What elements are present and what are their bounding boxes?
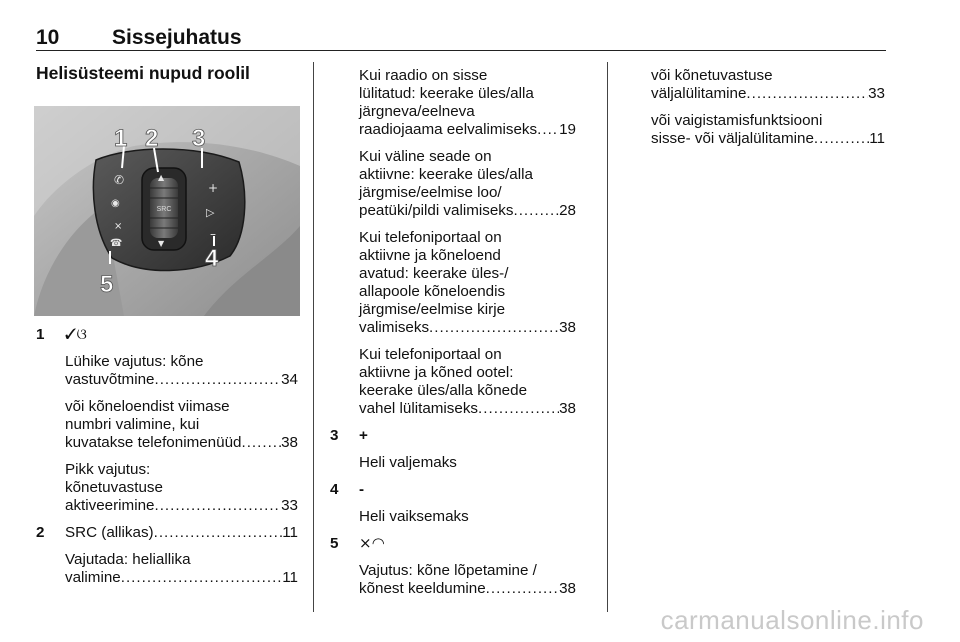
volume-down-key: - bbox=[359, 481, 365, 498]
toc-text: aktiveerimine bbox=[65, 497, 155, 514]
callout-5: 5 bbox=[100, 271, 114, 298]
text-line: aktiivne ja kõned ootel: bbox=[359, 364, 514, 381]
toc-text: valimine bbox=[65, 569, 121, 586]
page-reference: 34 bbox=[281, 371, 298, 388]
column-divider-2 bbox=[607, 62, 608, 612]
toc-text: peatüki/pildi valimiseks bbox=[359, 202, 514, 219]
chapter-title: Sissejuhatus bbox=[112, 26, 242, 49]
toc-line bbox=[359, 319, 576, 337]
toc-line bbox=[651, 85, 885, 103]
page-number: 10 bbox=[36, 26, 60, 49]
toc-text: vastuvõtmine bbox=[65, 371, 155, 388]
list-item-2 bbox=[36, 524, 298, 587]
page-reference: 28 bbox=[559, 202, 576, 219]
item-number: 4 bbox=[330, 481, 339, 498]
end-call-icon: ☎ bbox=[110, 238, 123, 249]
text-line: Kui telefoniportaal on bbox=[359, 229, 502, 246]
header-rule bbox=[36, 50, 886, 51]
toc-line bbox=[65, 524, 298, 542]
column-divider-1 bbox=[313, 62, 314, 612]
list-item-3 bbox=[330, 427, 576, 472]
toc-text: väljalülitamine bbox=[651, 85, 747, 102]
text-line: Kui väline seade on bbox=[359, 148, 492, 165]
wheel-up-arrow-icon: ▲ bbox=[158, 173, 165, 182]
volume-up-icon: + bbox=[208, 181, 219, 195]
text-line: keerake üles/alla kõnede bbox=[359, 382, 528, 399]
page-reference: 11 bbox=[869, 130, 885, 147]
voice-recognition-icon: ◉ bbox=[111, 198, 120, 209]
mute-icon: ⨯ bbox=[114, 221, 123, 232]
text-line: või kõnetuvastuse bbox=[651, 67, 773, 84]
toc-text: valimiseks bbox=[359, 319, 430, 336]
text-line: järgmise/eelmise kirje bbox=[359, 301, 506, 318]
toc-line bbox=[65, 371, 298, 389]
text-line: või vaigistamisfunktsiooni bbox=[651, 112, 823, 129]
toc-line bbox=[359, 580, 576, 598]
column-1 bbox=[36, 326, 298, 596]
list-item-4 bbox=[330, 481, 576, 526]
next-icon: ▷ bbox=[206, 206, 215, 219]
steering-wheel-illustration bbox=[34, 106, 300, 316]
list-item-5 bbox=[330, 535, 576, 598]
item-number: 5 bbox=[330, 535, 339, 552]
toc-line bbox=[65, 434, 298, 452]
toc-line bbox=[359, 121, 576, 139]
page-reference: 38 bbox=[559, 400, 576, 417]
toc-text: kõnest keeldumine bbox=[359, 580, 486, 597]
list-item-1 bbox=[36, 326, 298, 515]
page-reference: 33 bbox=[281, 497, 298, 514]
item-number: 3 bbox=[330, 427, 339, 444]
column-3 bbox=[651, 67, 885, 157]
text-line: kõnetuvastuse bbox=[65, 479, 163, 496]
toc-text: raadiojaama eelvalimiseks bbox=[359, 121, 538, 138]
wheel-down-arrow-icon: ▼ bbox=[158, 239, 165, 248]
page-reference: 38 bbox=[559, 580, 576, 597]
text-line: allapoole kõneloendis bbox=[359, 283, 506, 300]
call-voice-icon: ✓ଓ bbox=[65, 326, 87, 343]
text-line: Kui telefoniportaal on bbox=[359, 346, 502, 363]
text-line: Vajutada: heliallika bbox=[65, 551, 191, 568]
text-line: Heli valjemaks bbox=[359, 454, 457, 471]
toc-text: kuvatakse telefonimenüüd bbox=[65, 434, 242, 451]
toc-text: sisse- või väljalülitamine bbox=[651, 130, 814, 147]
text-line: Vajutus: kõne lõpetamine / bbox=[359, 562, 537, 579]
toc-text: vahel lülitamiseks bbox=[359, 400, 479, 417]
callout-4: 4 bbox=[205, 245, 219, 272]
text-line: järgmise/eelmise loo/ bbox=[359, 184, 502, 201]
watermark: carmanualsonline.info bbox=[660, 605, 924, 635]
text-line: Kui raadio on sisse bbox=[359, 67, 488, 84]
callout-1: 1 bbox=[114, 125, 128, 152]
text-line: numbri valimine, kui bbox=[65, 416, 200, 433]
text-line: Lühike vajutus: kõne bbox=[65, 353, 204, 370]
toc-line bbox=[65, 497, 298, 515]
text-line: aktiivne: keerake üles/alla bbox=[359, 166, 533, 183]
toc-line bbox=[65, 569, 298, 587]
end-call-mute-icon: ⨯◠ bbox=[359, 535, 385, 552]
text-line: või kõneloendist viimase bbox=[65, 398, 230, 415]
callout-2: 2 bbox=[145, 125, 159, 152]
src-label: SRC bbox=[156, 206, 172, 213]
page-reference: 11 bbox=[282, 569, 298, 586]
text-line: Heli vaiksemaks bbox=[359, 508, 469, 525]
steering-wheel-figure bbox=[34, 106, 300, 316]
section-title: Helisüsteemi nupud roolil bbox=[36, 63, 250, 83]
volume-up-key: + bbox=[359, 427, 368, 444]
text-line: aktiivne ja kõneloend bbox=[359, 247, 501, 264]
page-reference: 38 bbox=[281, 434, 298, 451]
text-line: avatud: keerake üles-/ bbox=[359, 265, 509, 282]
toc-line bbox=[651, 130, 885, 148]
toc-line bbox=[359, 400, 576, 418]
voice-call-icon: ✆ bbox=[114, 173, 125, 187]
item-number: 1 bbox=[36, 326, 45, 343]
page-reference: 38 bbox=[559, 319, 576, 336]
toc-text: SRC (allikas) bbox=[65, 524, 154, 541]
text-line: lülitatud: keerake üles/alla bbox=[359, 85, 534, 102]
text-line: järgneva/eelneva bbox=[359, 103, 475, 120]
callout-3: 3 bbox=[192, 125, 206, 152]
page-reference: 11 bbox=[282, 524, 298, 541]
item-number: 2 bbox=[36, 524, 45, 541]
page-header bbox=[36, 26, 886, 52]
toc-line bbox=[359, 202, 576, 220]
volume-down-icon: – bbox=[210, 227, 216, 241]
column-2 bbox=[330, 67, 576, 607]
page-reference: 33 bbox=[868, 85, 885, 102]
page-reference: 19 bbox=[559, 121, 576, 138]
text-line: Pikk vajutus: bbox=[65, 461, 151, 478]
